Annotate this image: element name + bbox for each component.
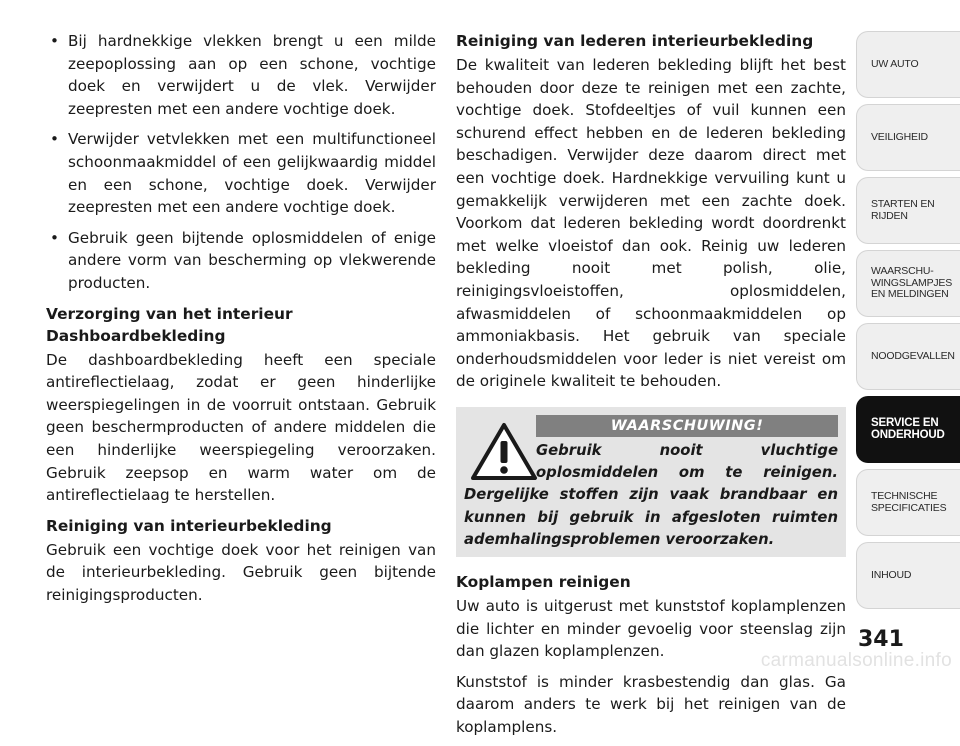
paragraph: Gebruik een vochtige doek voor het reinigen van de interieurbekleding. Gebruik geen bijtende reinigingsproducten. [46, 540, 436, 604]
warning-text: Gebruik nooit vluchtige oplosmiddelen om te reinigen. Dergelijke stoffen zijn vaak brandbaar en kunnen bij gebruik in afgesloten ruimten ademhalingsproblemen veroorzaken. [464, 441, 838, 548]
bullet-list [46, 30, 436, 295]
warning-box [456, 407, 846, 557]
tab-uw-auto[interactable]: UW AUTO [856, 31, 960, 98]
chapter-tabs [856, 31, 960, 615]
paragraph: De kwaliteit van lederen bekleding blijft het best behouden door deze te reinigen met een zachte, vochtige doek. Stofdeeltjes of vuil kunnen een schurend effect hebben en de lederen bekleding beschadigen. Verwijder deze daarom direct met een vochtige doek. Hardnekkige vervuiling kunt u gemakkelijk verwijderen met een zachte doek. Voorkom dat lederen bekleding wordt doordrenkt met welke vloeistof dan ook. Reinig uw lederen bekleding nooit met polish, olie, reinigingsvloeistoffen, oplosmiddelen, afwasmiddelen of schoonmaakmiddelen op ammoniakbasis. Het gebruik van speciale onderhoudsmiddelen voor leder is niet vereist om de originele kwaliteit te behouden. [456, 56, 846, 391]
heading-line: Verzorging van het interieur [46, 304, 293, 323]
paragraph: De dashboardbekleding heeft een speciale antireflectielaag, zodat er geen hinderlijke weerspiegelingen in de voorruit ontstaan. Gebruik geen beschermproducten of andere middelen die een hinderlijke weerspiegeling veroorzaken. Gebruik zeepsop en warm water om de antireflectielaag te herstellen. [46, 350, 436, 505]
tab-veiligheid[interactable]: VEILIGHEID [856, 104, 960, 171]
bullet-item: • Bij hardnekkige vlekken brengt u een milde zeepoplossing aan op een schone, vochtige doek en verwijdert u de vlek. Verwijder zeepresten met een andere vochtige doek. [46, 30, 436, 120]
left-column [46, 30, 436, 614]
watermark: carmanualsonline.info [760, 650, 952, 671]
warning-title: WAARSCHUWING! [610, 417, 764, 434]
warning-triangle-icon [470, 421, 538, 481]
page-number: 341 [858, 627, 904, 652]
section-heading: Reiniging van interieurbekleding [46, 516, 332, 535]
tab-noodgevallen[interactable]: NOODGEVALLEN [856, 323, 960, 390]
section-heading [46, 303, 436, 347]
tab-starten-en-rijden[interactable]: STARTEN EN RIJDEN [856, 177, 960, 244]
section-heading: Reiniging van lederen interieurbekleding [456, 32, 814, 50]
paragraph: Kunststof is minder krasbestendig dan glas. Ga daarom anders te werk bij het reinigen van de koplamplens. [456, 672, 846, 736]
tab-service-en-onderhoud[interactable]: SERVICE EN ONDERHOUD [856, 396, 960, 463]
paragraph: Uw auto is uitgerust met kunststof koplamplenzen die lichter en minder gevoelig voor steenslag zijn dan glazen koplamplenzen. [456, 596, 846, 661]
bullet-item: • Verwijder vetvlekken met een multifunctioneel schoonmaakmiddel of een gelijkwaardig middel en een schone, vochtige doek. Verwijder zeepresten met een andere vochtige doek. [46, 128, 436, 218]
bullet-item: • Gebruik geen bijtende oplosmiddelen of enige andere vorm van bescherming op vlekwerende producten. [46, 227, 436, 295]
right-column [456, 30, 846, 746]
tab-inhoud[interactable]: INHOUD [856, 542, 960, 609]
heading-line: Dashboardbekleding [46, 326, 226, 345]
tab-technische-specificaties[interactable]: TECHNISCHE SPECIFICATIES [856, 469, 960, 536]
tab-waarschuwingslampjes[interactable]: WAARSCHU- WINGSLAMPJES EN MELDINGEN [856, 250, 960, 317]
warning-title-bar [536, 415, 838, 437]
section-heading: Koplampen reinigen [456, 572, 631, 591]
